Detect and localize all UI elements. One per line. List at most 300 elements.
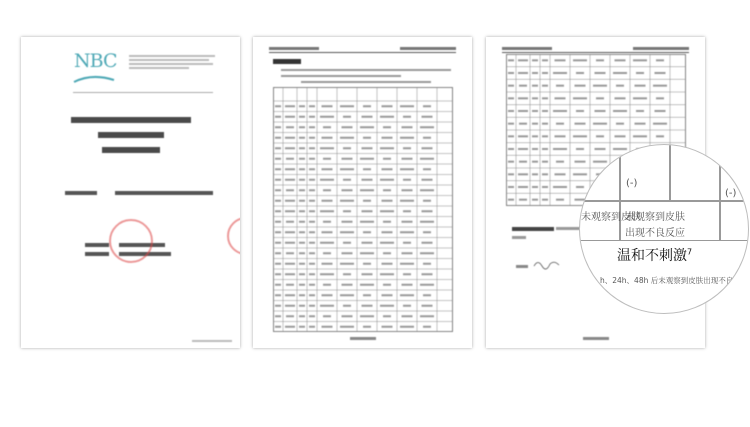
table-cell-text [299,273,305,275]
table-cell-text [342,189,353,191]
table-cell-text [363,137,371,139]
table-cell-text [555,173,566,175]
table-cell-text [360,315,374,317]
table-cell-text [340,294,354,296]
table-cell-text [360,189,374,191]
table-cell-text [403,116,411,118]
table-cell-text [423,105,431,107]
table-cell-text [360,284,374,286]
table-cell-text [286,284,294,286]
table-cell-text [575,85,586,87]
table-cell-text [275,284,281,286]
table-cell-text [422,273,433,275]
table-cell-text [323,252,331,254]
magnified-bottom-text: h、24h、48h 后未观察到皮肤出现不良 [600,276,734,285]
table-cell-text [286,189,294,191]
table-cell-text [275,168,281,170]
table-cell-text [340,231,354,233]
table-cell-text [422,305,433,307]
cover-content [21,37,240,348]
table-cell-text [362,305,373,307]
table-cell-text [382,231,393,233]
table-cell-text [322,231,333,233]
table-cell-text [595,72,606,74]
table-cell-text [596,97,604,99]
table-cell-text [285,137,295,139]
table-cell-text [555,97,566,99]
table-cell-text [299,200,305,202]
table-cell-text [286,221,294,223]
red-seal-stamp-edge [227,217,240,255]
table-cell-text [382,326,393,328]
table-cell-text [342,284,353,286]
table-cell-text [380,210,394,212]
table-cell-text [420,252,434,254]
table-cell-text [343,273,351,275]
table-cell-text [400,231,414,233]
table-cell-text [422,210,433,212]
mark-negative: (-) [626,178,638,189]
table-cell-text [402,126,413,128]
table-cell-text [403,147,411,149]
table-cell-text [508,97,514,99]
table-cell-text [532,72,538,74]
table-cell-text [342,126,353,128]
table-cell-text [309,105,315,107]
table-cell-text [299,263,305,265]
table-cell-text [380,273,394,275]
table-cell-text [575,123,586,125]
table-cell-text [615,97,626,99]
table-cell-text [532,186,538,188]
table-cell-text [309,168,315,170]
table-cell-text [275,231,281,233]
table-cell-text [309,326,315,328]
table-cell-text [636,72,644,74]
table-cell-text [420,221,434,223]
magnified-table-cell [620,144,670,201]
table-cell-text [508,123,514,125]
table-cell-text [402,221,413,223]
table-cell-text [299,326,305,328]
table-cell-text [309,179,315,181]
table-cell-text [613,72,627,74]
results-table [273,87,453,332]
table-cell-text [382,263,393,265]
table-cell-text [613,110,627,112]
magnified-text-line2: 出现不良反应 [625,228,685,239]
table-cell-text [518,173,528,175]
table-cell-text [423,263,431,265]
table-cell-text [322,326,333,328]
table-cell-text [360,221,374,223]
table-cell-text [518,72,528,74]
table-cell-text [553,72,567,74]
table-cell-text [275,252,281,254]
table-cell-text [299,189,305,191]
table-cell-text [383,284,391,286]
table-cell-text [380,116,394,118]
table-cell-text [556,85,564,87]
table-cell-text [343,147,351,149]
table-cell-text [343,210,351,212]
table-cell-text [508,148,514,150]
table-cell-text [299,210,305,212]
table-cell-text [532,110,538,112]
table-cell-text [532,85,538,87]
table-cell-text [363,200,371,202]
table-cell-text [322,168,333,170]
table-cell-text [508,161,514,163]
cover-sample-name-row [65,191,215,196]
table-cell-text [422,242,433,244]
table-cell-text [532,59,538,61]
table-cell-text [323,189,331,191]
table-cell-text [309,126,315,128]
results-content [253,37,472,348]
table-cell-text [322,294,333,296]
table-cell-text [360,126,374,128]
table-cell-text [309,231,315,233]
table-cell-text [299,252,305,254]
table-cell-text [542,72,548,74]
table-cell-text [309,147,315,149]
table-cell-text [555,135,566,137]
table-cell-text [275,273,281,275]
table-cell-text [363,168,371,170]
table-cell-text [340,105,354,107]
table-cell-text [422,147,433,149]
table-cell-text [363,105,371,107]
table-cell-text [309,210,315,212]
magnified-table-cell [720,188,749,241]
table-cell-text [320,147,334,149]
table-cell-text [532,123,538,125]
table-cell-text [542,173,548,175]
table-cell-text [380,305,394,307]
table-cell-text [299,116,305,118]
page-header [502,46,689,53]
table-cell-text [655,72,666,74]
table-cell-text [595,110,606,112]
table-cell-text [420,315,434,317]
table-cell-text [556,199,564,201]
table-cell-text [362,242,373,244]
table-cell-text [532,148,538,150]
table-cell-text [593,123,607,125]
table-cell-text [299,179,305,181]
table-cell-text [299,137,305,139]
table-cell-text [383,189,391,191]
table-cell-text [519,161,527,163]
table-cell-text [542,97,548,99]
table-cell-text [383,221,391,223]
page-header [269,46,456,53]
table-cell-text [633,59,647,61]
table-cell-text [542,59,548,61]
table-cell-text [508,85,514,87]
table-cell-text [400,294,414,296]
table-cell-text [309,116,315,118]
table-cell-text [400,137,414,139]
table-cell-text [400,200,414,202]
table-cell-text [403,210,411,212]
table-cell-text [275,263,281,265]
table-cell-text [363,326,371,328]
table-cell-text [382,294,393,296]
table-cell-text [556,123,564,125]
magnified-text-left: 未观察到皮肤 [581,212,641,223]
table-cell-text [285,242,295,244]
table-cell-text [309,158,315,160]
nbc-logo: NBC [74,50,117,72]
table-cell-text [275,294,281,296]
table-cell-text [275,200,281,202]
table-cell-text [382,168,393,170]
table-cell-text [275,147,281,149]
table-cell-text [423,326,431,328]
table-cell-text [532,161,538,163]
cover-title-block [21,117,240,153]
table-cell-text [508,186,514,188]
table-cell-text [508,59,514,61]
table-cell-text [285,231,295,233]
table-cell-text [340,168,354,170]
table-cell-text [508,110,514,112]
table-cell-text [285,116,295,118]
table-cell-text [343,179,351,181]
table-cell-text [285,179,295,181]
table-cell-text [320,242,334,244]
table-cell-text [285,273,295,275]
footnote-mark: 7 [687,247,693,257]
table-cell-text [323,284,331,286]
table-cell-text [309,252,315,254]
table-cell-text [423,200,431,202]
table-cell-text [532,97,538,99]
table-cell-text [615,135,626,137]
table-cell-text [342,252,353,254]
report-cover-page [21,37,240,348]
table-cell-text [322,137,333,139]
table-cell-text [275,326,281,328]
table-cell-text [275,137,281,139]
table-cell-text [275,179,281,181]
table-cell-text [402,158,413,160]
table-cell-text [360,158,374,160]
table-cell-text [362,210,373,212]
table-cell-text [636,110,644,112]
table-cell-text [286,315,294,317]
table-cell-text [299,242,305,244]
table-cell-text [309,263,315,265]
table-cell-text [343,242,351,244]
table-cell-text [532,173,538,175]
table-cell-text [653,85,667,87]
table-cell-text [323,315,331,317]
table-cell-text [299,221,305,223]
table-cell-text [285,263,295,265]
table-cell-text [576,110,584,112]
cover-header-lines [129,53,215,71]
table-cell-text [320,305,334,307]
table-cell-text [363,263,371,265]
table-cell-text [309,221,315,223]
table-cell-text [518,186,528,188]
table-cell-text [380,179,394,181]
table-cell-text [656,135,664,137]
table-cell-text [593,85,607,87]
table-cell-text [382,137,393,139]
table-cell-text [299,231,305,233]
table-cell-text [299,158,305,160]
table-cell-text [518,110,528,112]
table-cell-text [518,135,528,137]
section-paragraph [281,69,451,83]
table-cell-text [362,147,373,149]
table-cell-text [309,273,315,275]
table-cell-text [402,315,413,317]
table-cell-text [275,189,281,191]
table-cell-text [299,147,305,149]
table-cell-text [320,210,334,212]
table-cell-text [556,161,564,163]
table-cell-text [532,135,538,137]
table-cell-text [656,59,664,61]
table-cell-text [286,252,294,254]
table-cell-text [286,126,294,128]
table-cell-text [542,148,548,150]
magnified-table-cell [579,144,620,201]
table-cell-text [635,123,646,125]
table-cell-text [403,273,411,275]
table-cell-text [383,315,391,317]
table-cell-text [422,179,433,181]
conclusion-text-2 [512,236,526,239]
test-results-page [253,37,472,348]
table-cell-text [508,173,514,175]
table-cell-text [382,200,393,202]
table-cell-text [322,263,333,265]
table-cell-text [342,158,353,160]
table-cell-text [420,126,434,128]
table-cell-text [518,148,528,150]
table-cell-text [285,200,295,202]
table-cell-text [635,85,646,87]
table-cell-text [519,85,527,87]
table-cell-text [340,326,354,328]
magnified-caption [617,245,692,265]
table-cell-text [633,135,647,137]
table-cell-text [275,105,281,107]
table-cell-text [309,137,315,139]
table-cell-text [309,200,315,202]
table-cell-text [286,158,294,160]
table-cell-text [285,168,295,170]
table-cell-text [633,97,647,99]
magnified-table-cell [579,201,641,241]
table-cell-text [383,126,391,128]
table-cell-text [400,105,414,107]
table-cell-text [573,135,587,137]
table-cell-text [403,305,411,307]
table-cell-text [320,179,334,181]
table-cell-text [309,315,315,317]
table-cell-text [423,168,431,170]
table-cell-text [573,59,587,61]
table-cell-text [309,294,315,296]
table-cell-text [340,137,354,139]
table-cell-text [542,135,548,137]
table-cell-text [400,168,414,170]
table-cell-text [299,168,305,170]
table-cell-text [275,315,281,317]
magnifier-loupe [579,144,749,314]
table-cell-text [553,186,567,188]
magnified-table-cell [620,201,720,241]
table-cell-text [285,294,295,296]
table-cell-text [542,85,548,87]
table-cell-text [275,210,281,212]
table-cell-text [275,116,281,118]
table-cell-text [596,135,604,137]
table-cell-text [323,158,331,160]
table-cell-text [322,200,333,202]
table-cell-text [532,199,538,201]
table-cell-text [299,305,305,307]
table-cell-text [400,326,414,328]
table-cell-text [285,105,295,107]
table-cell-text [285,210,295,212]
table-cell-text [299,284,305,286]
table-cell-text [275,221,281,223]
table-cell-text [655,110,666,112]
table-cell-text [542,161,548,163]
table-cell-text [362,273,373,275]
table-cell-text [380,242,394,244]
caption-text: 温和不刺激 [617,248,687,264]
table-cell-text [342,221,353,223]
table-cell-text [402,284,413,286]
table-cell-text [285,305,295,307]
table-cell-text [553,148,567,150]
table-cell-text [343,116,351,118]
table-cell-text [285,147,295,149]
table-cell-text [275,242,281,244]
table-cell-text [275,158,281,160]
table-cell-text [382,105,393,107]
signer-label [516,265,528,268]
table-cell-text [403,179,411,181]
table-cell-text [362,179,373,181]
table-cell-text [518,59,528,61]
table-cell-text [320,273,334,275]
table-cell-text [508,72,514,74]
table-cell-text [340,200,354,202]
table-cell-text [322,105,333,107]
table-cell-text [275,126,281,128]
table-cell-text [402,252,413,254]
logo-swoosh-icon [72,75,116,85]
table-cell-text [542,110,548,112]
table-cell-text [403,242,411,244]
table-cell-text [343,305,351,307]
table-cell-text [616,123,624,125]
table-cell-text [400,263,414,265]
table-cell-text [616,85,624,87]
table-cell-text [360,252,374,254]
table-cell-text [553,110,567,112]
